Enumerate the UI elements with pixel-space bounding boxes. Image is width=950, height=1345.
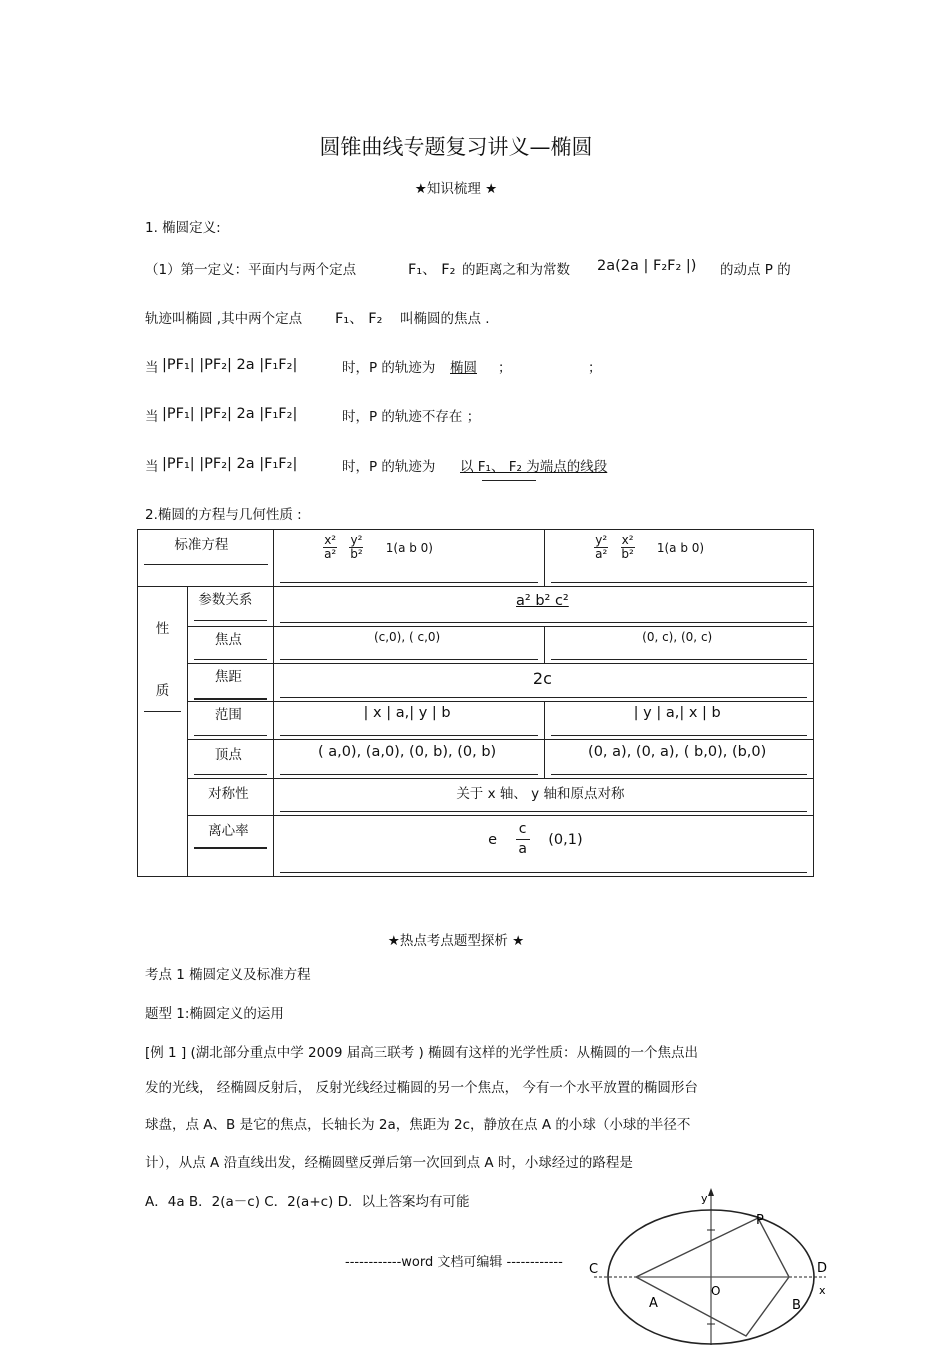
case3-answer: 以 F₁、 F₂ 为端点的线段	[460, 459, 608, 475]
line2-prefix: 轨迹叫椭圆 ,其中两个定点	[145, 311, 303, 327]
param-label-cell	[187, 587, 273, 627]
topic-heading: 考点 1 椭圆定义及标准方程	[145, 967, 311, 983]
example-line-1: [例 1 ] (湖北部分重点中学 2009 届高三联考 ) 椭圆有这样的光学性质：从椭圆的一个焦点出	[145, 1045, 699, 1061]
table-row	[138, 702, 814, 740]
sym-label: 对称性	[208, 786, 249, 802]
example-line-2: 发的光线， 经椭圆反射后， 反射光线经过椭圆的另一个焦点， 今有一个水平放置的椭圆形台	[145, 1080, 698, 1096]
vertex-v2: (0, a), (0, a), ( b,0), (b,0)	[588, 744, 767, 760]
range-v2-cell	[545, 702, 814, 740]
vertex-v1: ( a,0), (a,0), (0, b), (0, b)	[317, 744, 497, 760]
case2-lead: 当	[145, 409, 159, 425]
label-o: O	[711, 1284, 721, 1298]
label-d: D	[817, 1261, 828, 1276]
case3-text: 时，P 的轨迹为	[342, 459, 436, 475]
case1-lead: 当	[145, 360, 159, 376]
focus-v1: (c,0), ( c,0)	[373, 630, 441, 644]
case1-expr: |PF₁| |PF₂| 2a |F₁F₂|	[162, 357, 298, 373]
focus-v2-cell	[545, 627, 814, 664]
example-line-3: 球盘，点 A、B 是它的焦点，长轴长为 2a，焦距为 2c，静放在点 A 的小球（小球的半径不	[145, 1117, 691, 1133]
ecc-label: 离心率	[208, 823, 249, 839]
section-heading-hotspot: ★热点考点题型探析 ★	[387, 933, 525, 949]
line2-foci: F₁、 F₂	[335, 311, 383, 327]
line2-suffix: 叫椭圆的焦点 .	[400, 311, 490, 327]
sym-value: 关于 x 轴、 y 轴和原点对称	[456, 786, 625, 802]
sym-value-cell	[273, 779, 813, 816]
param-value: a² b² c²	[516, 593, 569, 609]
first-def-foci: F₁、 F₂	[408, 262, 456, 278]
case3-underline	[482, 480, 536, 481]
focal-label: 焦距	[214, 669, 242, 685]
sym-label-cell	[187, 779, 273, 816]
case1-answer	[450, 356, 498, 376]
label-b: B	[792, 1298, 801, 1313]
example-options: A．4a B．2(a－c) C．2(a+c) D．以上答案均有可能	[145, 1194, 470, 1210]
focal-value-cell	[273, 664, 813, 702]
case3-lead: 当	[145, 459, 159, 475]
properties-heading: 2.椭圆的方程与几何性质 :	[145, 507, 302, 523]
side-label-cell	[138, 587, 188, 877]
properties-table	[137, 529, 814, 877]
section-heading-knowledge: ★知识梳理 ★	[414, 181, 498, 197]
ellipse-figure	[580, 1188, 840, 1345]
side-label-2: 质	[155, 683, 170, 699]
first-def-const: 2a(2a | F₂F₂ |)	[597, 258, 697, 274]
label-c: C	[589, 1262, 599, 1277]
focus-v2: (0, c), (0, c)	[642, 630, 713, 644]
case1-text: 时，P 的轨迹为	[342, 360, 436, 376]
label-x: x	[819, 1284, 826, 1297]
focus-label-cell	[187, 627, 273, 664]
focal-value: 2c	[532, 669, 552, 688]
focus-v1-cell	[273, 627, 545, 664]
range-v2: | y | a,| x | b	[633, 705, 721, 721]
page-title: 圆锥曲线专题复习讲义—椭圆	[319, 135, 593, 159]
type-heading: 题型 1:椭圆定义的运用	[145, 1006, 284, 1022]
case2-text: 时，P 的轨迹不存在 ；	[342, 409, 481, 425]
vertex-label: 顶点	[214, 747, 242, 763]
table-row	[138, 627, 814, 664]
table-row	[138, 587, 814, 627]
range-v1: | x | a,| y | b	[363, 705, 451, 721]
std-eq-2-cell	[545, 530, 814, 587]
ecc-value-cell	[273, 816, 813, 877]
vertex-v1-cell	[273, 740, 545, 779]
vertex-label-cell	[187, 740, 273, 779]
case1-tail: ；	[498, 360, 512, 376]
case1-answer-text: 椭圆	[450, 360, 477, 376]
first-def-prefix: （1）第一定义：平面内与两个定点	[145, 262, 357, 278]
side-label-1: 性	[155, 621, 170, 637]
example-line-4: 计），从点 A 沿直线出发，经椭圆壁反弹后第一次回到点 A 时，小球经过的路程是	[145, 1155, 633, 1171]
std-eq-label: 标准方程	[174, 537, 229, 553]
case1-tail2: ；	[588, 360, 602, 376]
case2-expr: |PF₁| |PF₂| 2a |F₁F₂|	[162, 406, 298, 422]
footer-text: ------------word 文档可编辑 ------------	[345, 1255, 563, 1270]
case3-expr: |PF₁| |PF₂| 2a |F₁F₂|	[162, 456, 298, 472]
table-row	[138, 740, 814, 779]
first-def-mid: 的距离之和为常数	[462, 262, 570, 278]
label-a: A	[649, 1296, 658, 1311]
range-label-cell	[187, 702, 273, 740]
range-label: 范围	[214, 707, 242, 723]
ecc-value: e $\frac{c}{a}$ (0,1)	[488, 821, 583, 858]
label-p: P	[756, 1213, 764, 1228]
table-row	[138, 816, 814, 877]
focus-label: 焦点	[214, 632, 242, 648]
std-eq-2: $\frac{\text{y²}}{\text{a²}}$ $\frac{\text{x²}}{\text{b²}}$ 1(a b 0)	[595, 533, 705, 562]
vertex-v2-cell	[545, 740, 814, 779]
table-row	[138, 779, 814, 816]
table-row	[138, 530, 814, 587]
table-row	[138, 664, 814, 702]
definition-heading: 1. 椭圆定义:	[145, 220, 221, 236]
label-y: y	[701, 1192, 708, 1205]
std-eq-1: $\frac{\text{x²}}{\text{a²}}$ $\frac{\text{y²}}{\text{b²}}$ 1(a b 0)	[324, 533, 433, 562]
param-value-cell	[273, 587, 813, 627]
y-axis-arrow	[708, 1188, 714, 1196]
focal-label-cell	[187, 664, 273, 702]
param-label: 参数关系	[198, 592, 253, 608]
range-v1-cell	[273, 702, 545, 740]
first-def-suffix: 的动点 P 的	[720, 262, 791, 278]
